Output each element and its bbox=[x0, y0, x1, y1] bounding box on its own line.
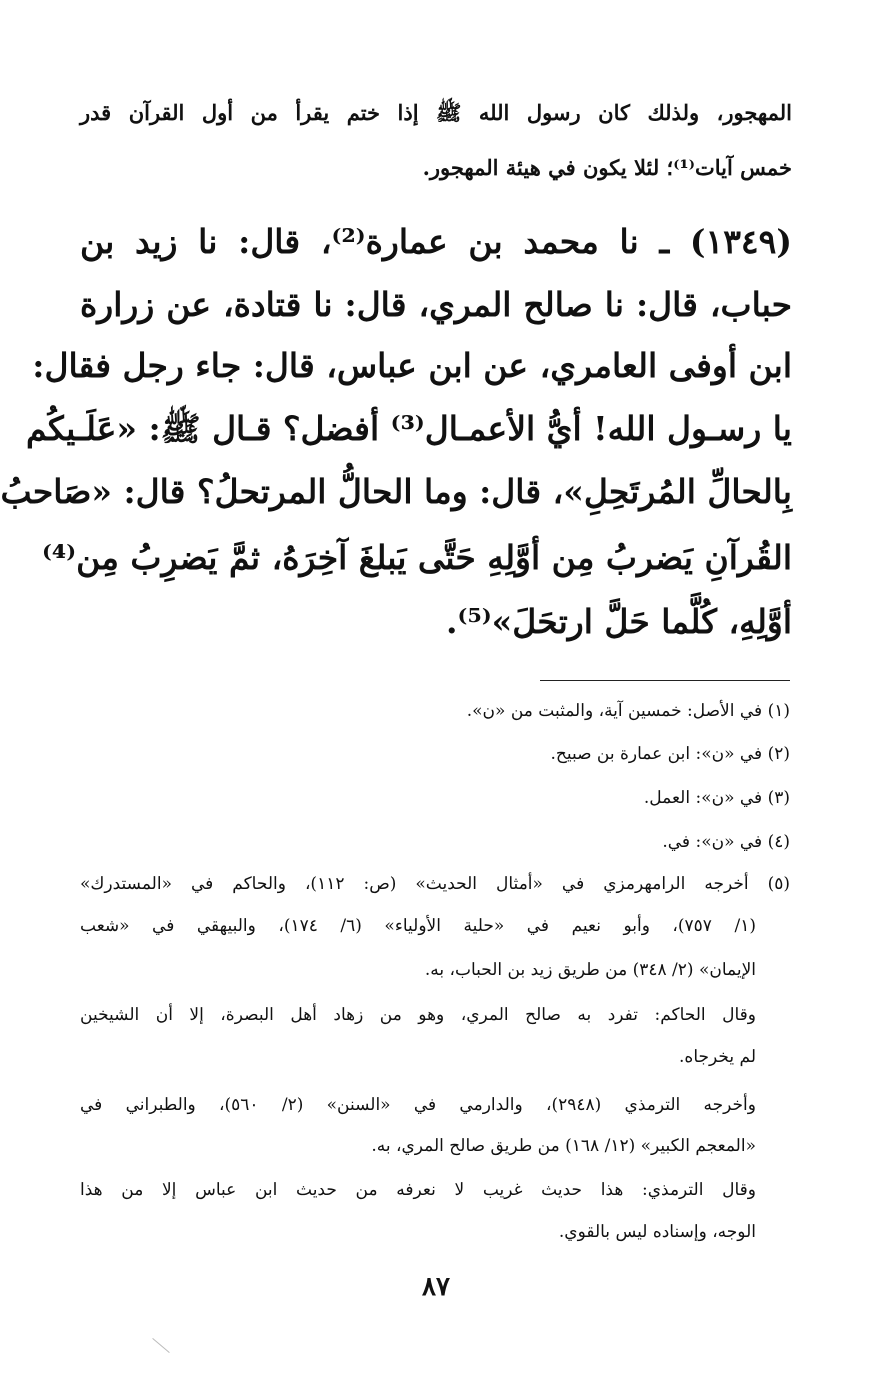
footnote-5-line-6: وأخرجه الترمذي (٢٩٤٨)، والدارمي في «السنن» (٢/ ٥٦٠)، والطبراني في bbox=[80, 1095, 756, 1115]
footnote-5-line-7: «المعجم الكبير» (١٢/ ١٦٨) من طريق صالح المري، به. bbox=[371, 1136, 756, 1156]
footnote-1: (١) في الأصل: خمسين آية، والمثبت من «ن». bbox=[466, 701, 790, 721]
hadith-line-3: ابن أوفى العامري، عن ابن عباس، قال: جاء رجل فقال: bbox=[32, 346, 792, 385]
footnote-4: (٤) في «ن»: في. bbox=[662, 832, 790, 852]
footnote-5-line-1: (٥) أخرجه الرامهرمزي في «أمثال الحديث» (ص: ١١٢)، والحاكم في «المستدرك» bbox=[80, 874, 790, 894]
intro-line-2: خمس آيات⁽¹⁾؛ لئلا يكون في هيئة المهجور. bbox=[422, 155, 792, 180]
footnote-5-line-9: الوجه، وإسناده ليس بالقوي. bbox=[558, 1222, 756, 1242]
footnote-5-line-3: الإيمان» (٢/ ٣٤٨) من طريق زيد بن الحباب، به. bbox=[424, 960, 756, 980]
hadith-line-5: بِالحالِّ المُرتَحِلِ»، قال: وما الحالُّ المرتحلُ؟ قال: «صَاحبُ bbox=[0, 472, 792, 511]
footnote-5-line-4: وقال الحاكم: تفرد به صالح المري، وهو من زهاد أهل البصرة، إلا أن الشيخين bbox=[80, 1005, 756, 1025]
footnote-separator bbox=[540, 680, 790, 681]
scan-mark bbox=[152, 1338, 169, 1353]
intro-line-1: المهجور، ولذلك كان رسول الله ﷺ إذا ختم يقرأ من أول القرآن قدر bbox=[80, 100, 792, 125]
footnote-5-line-8: وقال الترمذي: هذا حديث غريب لا نعرفه من حديث ابن عباس إلا من هذا bbox=[80, 1180, 756, 1200]
hadith-line-1: (١٣٤٩) ـ نا محمد بن عمارة⁽²⁾، قال: نا زيد بن bbox=[80, 222, 792, 261]
footnote-2: (٢) في «ن»: ابن عمارة بن صبيح. bbox=[550, 744, 790, 764]
hadith-line-7: أوَّلِهِ، كُلَّما حَلَّ ارتحَلَ»⁽⁵⁾. bbox=[446, 602, 792, 641]
hadith-line-6: القُرآنِ يَضربُ مِن أوَّلِهِ حَتَّى يَبلغَ آخِرَهُ، ثمَّ يَضرِبُ مِن⁽⁴⁾ bbox=[41, 538, 792, 577]
page-number: ٨٧ bbox=[422, 1272, 450, 1302]
hadith-line-2: حباب، قال: نا صالح المري، قال: نا قتادة، عن زرارة bbox=[80, 285, 792, 324]
footnote-3: (٣) في «ن»: العمل. bbox=[643, 788, 790, 808]
footnote-5-line-2: (١/ ٧٥٧)، وأبو نعيم في «حلية الأولياء» (٦/ ١٧٤)، والبيهقي في «شعب bbox=[80, 916, 756, 936]
hadith-line-4: يا رسـول الله! أيُّ الأعمـال⁽³⁾ أفضل؟ قـال ﷺ: «عَلَـيكُم bbox=[26, 409, 792, 448]
footnote-5-line-5: لم يخرجاه. bbox=[679, 1047, 756, 1067]
